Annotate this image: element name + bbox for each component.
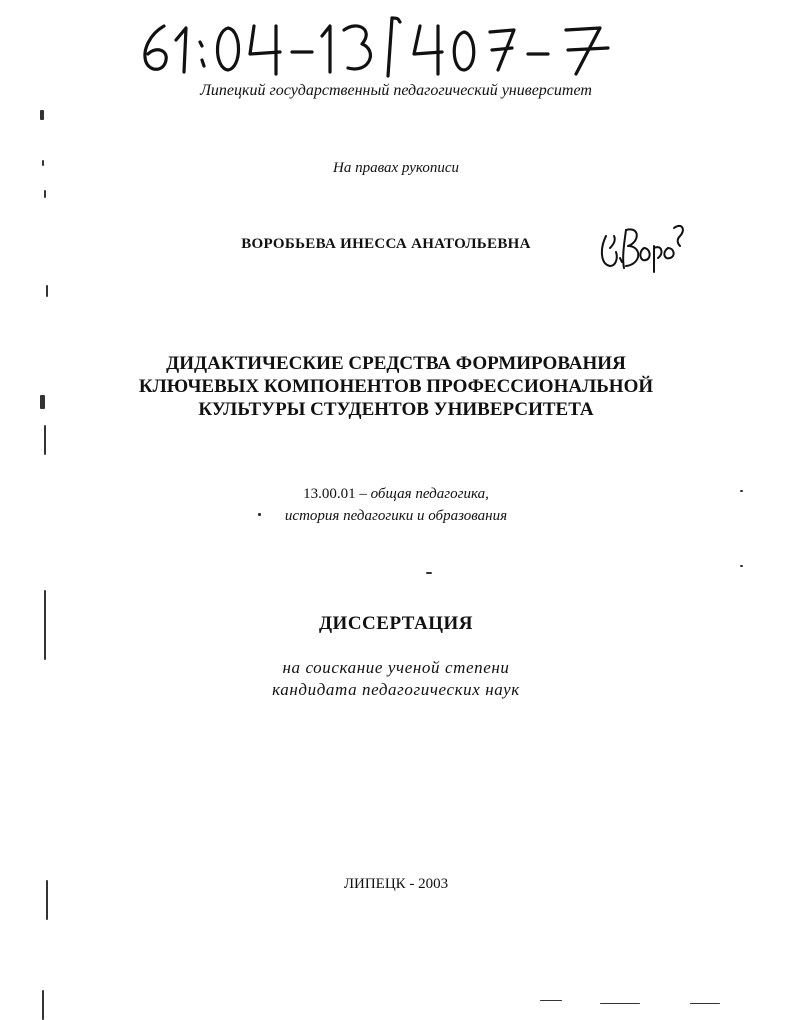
document-type: ДИССЕРТАЦИЯ xyxy=(318,613,474,634)
manuscript-rights: На правах рукописи xyxy=(333,160,459,176)
author-name: ВОРОБЬЕВА ИНЕССА АНАТОЛЬЕВНА xyxy=(241,236,531,252)
author-signature xyxy=(596,218,686,274)
degree-line-2: кандидата педагогических наук xyxy=(272,680,520,699)
city-year: ЛИПЕЦК - 2003 xyxy=(343,876,449,892)
dissertation-title-line-3: КУЛЬТУРЫ СТУДЕНТОВ УНИВЕРСИТЕТА xyxy=(198,399,594,420)
specialty-dash: – xyxy=(355,486,371,502)
archive-number-handwritten xyxy=(130,10,630,80)
specialty-line-1 xyxy=(0,486,792,503)
dissertation-title-line-1: ДИДАКТИЧЕСКИЕ СРЕДСТВА ФОРМИРОВАНИЯ xyxy=(166,353,626,374)
degree-line-1: на соискание ученой степени xyxy=(282,658,510,677)
specialty-line-2: история педагогики и образования xyxy=(284,508,508,524)
university-name: Липецкий государственный педагогический университет xyxy=(200,82,592,99)
dissertation-title-line-2: КЛЮЧЕВЫХ КОМПОНЕНТОВ ПРОФЕССИОНАЛЬНОЙ xyxy=(138,376,654,397)
specialty-code: 13.00.01 xyxy=(303,486,356,502)
specialty-name: общая педагогика, xyxy=(370,486,489,502)
